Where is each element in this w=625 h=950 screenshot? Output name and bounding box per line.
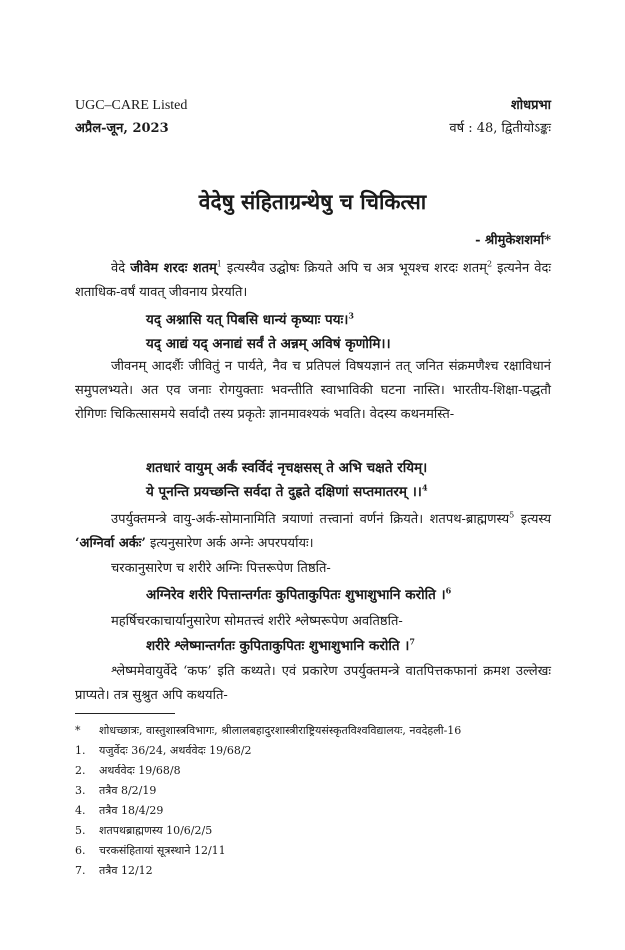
- paragraph-1: वेदे जीवेम शरदः शतम्$^1$ इत्यस्यैव उद्घोषः क्रियते अपि च अत्र भूयश्च शरदः शतम्$^2$ इत्यनेन वेदः शताधिक-वर्षं यावत् जीवनाय प्रेरयति।: [75, 259, 551, 300]
- paragraph-2-block: [75, 355, 551, 427]
- paragraph-5: महर्षिचरकाचार्यानुसारेण सोमतत्त्वं शरीरे श्लेष्मरूपेण अवतिष्ठति-: [111, 614, 403, 629]
- verse-3: अग्निरेव शरीरे पित्तान्तर्गतः कुपिताकुपितः शुभाशुभानि करोति ।$^6$: [146, 585, 452, 603]
- verse-2-line-1: शतधारं वायुम् अर्कं स्वर्विदं नृचक्षसस् ते अभि चक्षते रयिम्।: [146, 460, 428, 476]
- verse-4: शरीरे श्लेष्मान्तर्गतः कुपिताकुपितः शुभाशुभानि करोति ।$^7$: [146, 636, 415, 654]
- author-name: - श्रीमुकेशशर्मा*: [475, 233, 551, 248]
- paragraph-5-block: [75, 610, 551, 634]
- paragraph-2: जीवनम् आदर्शैः जीवितुं न पार्यते, नैव च प्रतिपलं विषयज्ञानं तत् जनित संक्रमणैश्च रक्षाविधानं समुपलभ्यते। अत एव जनाः रोगयुक्ताः भवन्तीति स्वाभाविकी घटना नास्ति। भारतीय-शिक्षा-पद्धतौ रोगिणः चिकित्सासमये सर्वादौ तस्य प्रकृतेः ज्ञानमावश्यकं भवति। वेदस्य कथनमस्ति-: [75, 359, 551, 422]
- issue-date: अप्रैल-जून, 2023: [75, 121, 169, 136]
- footnote-separator: [75, 713, 175, 714]
- paragraph-4: चरकानुसारेण च शरीरे अग्निः पित्तरूपेण तिष्ठति-: [111, 561, 331, 576]
- document-page: UGC–CARE Listed अप्रैल-जून, 2023 शोधप्रभा वर्ष : 48, द्वितीयोऽङ्कः वेदेषु संहिताग्रन्थेषु च चिकित्सा - श्रीमुकेशशर्मा* वेदे जीवेम शरदः शतम्$^1$ इत्यस्यैव उद्घोषः क्रियते अपि च अत्र भूयश्च शरदः शतम्$^2$ इत्यनेन वेदः शताधिक-वर्षं यावत् जीवनाय प्रेरयति। यद् अश्नासि यत् पिबसि धान्यं कृष्याः पयः।$^3$ यद् आद्यं यद् अनाद्यं सर्वं ते अन्नम् अविषं कृणोमि।। जीवनम् आदर्शैः जीवितुं न पार्यते, नैव च प्रतिपलं विषयज्ञानं तत् जनित संक्रमणैश्च रक्षाविधानं समुपलभ्यते। अत एव जनाः रोगयुक्ताः भवन्तीति स्वाभाविकी घटना नास्ति। भारतीय-शिक्षा-पद्धतौ रोगिणः चिकित्सासमये सर्वादौ तस्य प्रकृतेः ज्ञानमावश्यकं भवति। वेदस्य कथनमस्ति- शतधारं वायुम् अर्कं स्वर्विदं नृचक्षसस् ते अभि चक्षते रयिम्। ये पूनन्ति प्रयच्छन्ति सर्वदा ते दुह्रते दक्षिणां सप्तमातरम् ।।$^4$ उपर्युक्तमन्त्रे वायु-अर्क-सोमानामिति त्रयाणां तत्त्वानां वर्णनं क्रियते। शतपथ-ब्राह्मणस्य$^5$ इत्यस्य ‘अग्निर्वा अर्कः’ इत्यनुसारेण अर्क अग्नेः अपरपर्यायः। चरकानुसारेण च शरीरे अग्निः पित्तरूपेण तिष्ठति- अग्निरेव शरीरे पित्तान्तर्गतः कुपिताकुपितः शुभाशुभानि करोति ।$^6$ महर्षिचरकाचार्यानुसारेण सोमतत्त्वं शरीरे श्लेष्मरूपेण अवतिष्ठति- शरीरे श्लेष्मान्तर्गतः कुपिताकुपितः शुभाशुभानि करोति ।$^7$ श्लेष्ममेवायुर्वेदे ‘कफ’ इति कथ्यते। एवं प्रकारेण उपर्युक्तमन्त्रे वातपित्तकफानां क्रमश उल्लेखः प्राप्यते। तत्र सुश्रुत अपि कथयति- * शोधच्छात्रः, वास्तुशास्त्रविभागः, श्रीलालबहादुरशास्त्रीराष्ट्रियसंस्कृतविश्वविद्यालयः, नवदेहली-16 1. यजुर्वेदः 36/24, अथर्ववेदः 19/68/2 2. अथर्ववेदः 19/68/8 3. तत्रैव 8/2/19 4. तत्रैव 18/4/29 5. शतपथब्राह्मणस्य 10/6/2/5 6. चरकसंहितायां सूत्रस्थाने 12/11 7. तत्रैव 12/12: [0, 0, 625, 950]
- article-body: [75, 257, 551, 305]
- journal-name: शोधप्रभा: [510, 98, 551, 113]
- paragraph-6-block: [75, 660, 551, 708]
- paragraph-3: उपर्युक्तमन्त्रे वायु-अर्क-सोमानामिति त्रयाणां तत्त्वानां वर्णनं क्रियते। शतपथ-ब्राह्मणस्य$^5$ इत्यस्य ‘अग्निर्वा अर्कः’ इत्यनुसारेण अर्क अग्नेः अपरपर्यायः।: [75, 510, 551, 551]
- verse-1-line-2: यद् आद्यं यद् अनाद्यं सर्वं ते अन्नम् अविषं कृणोमि।।: [146, 336, 391, 352]
- journal-listing: UGC–CARE Listed: [75, 98, 188, 113]
- paragraph-6: श्लेष्ममेवायुर्वेदे ‘कफ’ इति कथ्यते। एवं प्रकारेण उपर्युक्तमन्त्रे वातपित्तकफानां क्रमश उल्लेखः प्राप्यते। तत्र सुश्रुत अपि कथयति-: [75, 664, 551, 703]
- verse-2: [146, 456, 566, 504]
- paragraph-4-block: [75, 557, 551, 581]
- verse-2-line-2: ये पूनन्ति प्रयच्छन्ति सर्वदा ते दुह्रते दक्षिणां सप्तमातरम् ।।$^4$: [146, 482, 428, 500]
- verse-1-line-1: यद् अश्नासि यत् पिबसि धान्यं कृष्याः पयः।$^3$: [146, 310, 354, 328]
- volume-issue: वर्ष : 48, द्वितीयोऽङ्कः: [449, 121, 551, 136]
- article-title: वेदेषु संहिताग्रन्थेषु च चिकित्सा: [198, 189, 427, 214]
- verse-1: [146, 308, 566, 356]
- paragraph-3-block: [75, 508, 551, 556]
